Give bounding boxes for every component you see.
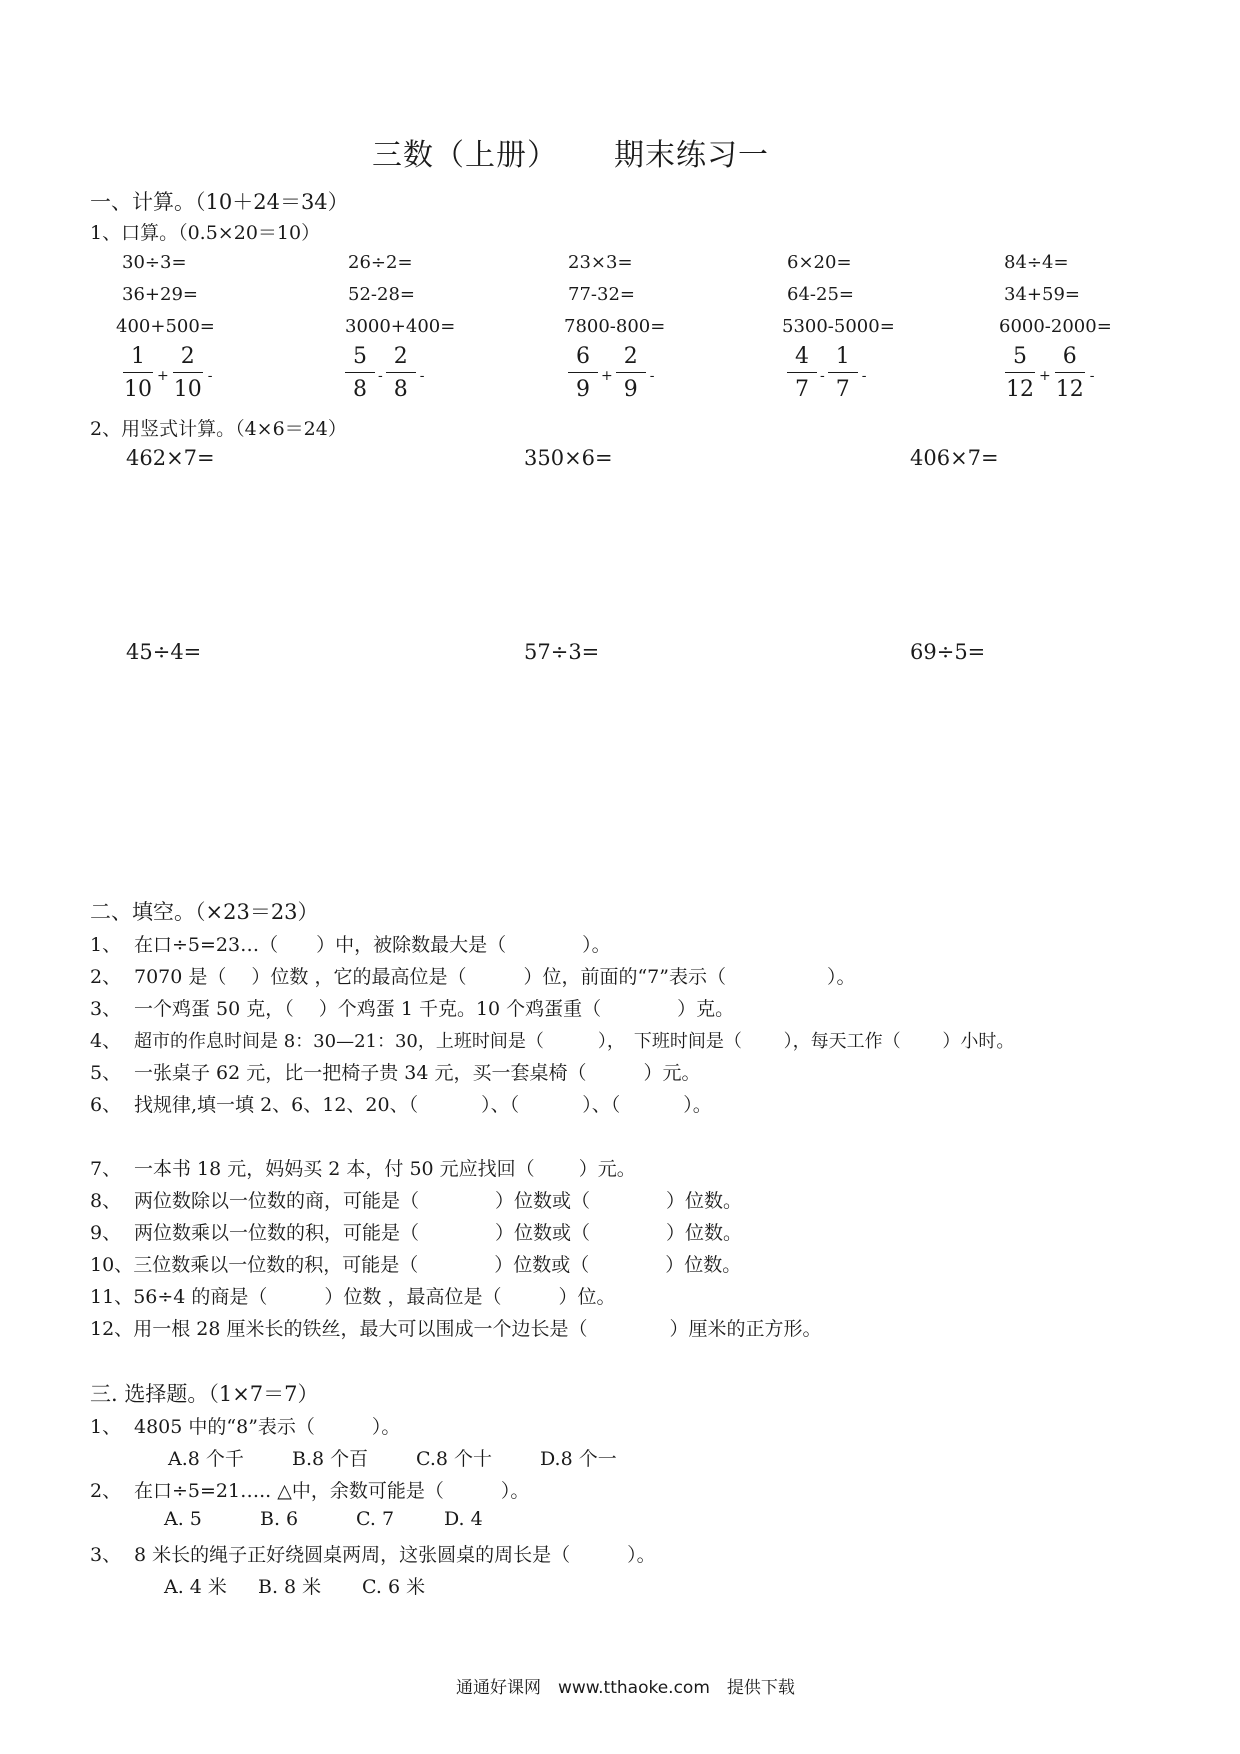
question-text: 在口÷5=21….. △中，余数可能是（ ）。 xyxy=(134,1480,530,1502)
fraction xyxy=(386,346,416,401)
item-text: 用一根 28 厘米长的铁丝，最大可以围成一个边长是（ ）厘米的正方形。 xyxy=(133,1318,822,1340)
fraction xyxy=(345,346,375,401)
fill-item xyxy=(90,930,611,957)
item-number: 3、 xyxy=(90,1544,122,1566)
equals-mark: - xyxy=(207,367,213,384)
item-number: 1、 xyxy=(90,934,122,956)
option-d: D.8 个一 xyxy=(540,1448,617,1470)
item-number: 4、 xyxy=(90,1030,122,1052)
numerator: 4 xyxy=(787,346,817,373)
oral-item: 84÷4= xyxy=(1004,252,1069,273)
fill-item xyxy=(90,962,856,989)
item-number: 10、 xyxy=(90,1254,134,1276)
choice-question xyxy=(90,1540,656,1567)
item-number: 8、 xyxy=(90,1190,122,1212)
item-number: 12、 xyxy=(90,1318,134,1340)
fill-item xyxy=(90,1186,742,1213)
oral-item: 23×3= xyxy=(568,252,633,273)
oral-item: 7800-800= xyxy=(564,316,666,337)
option-d: D. 4 xyxy=(444,1508,483,1530)
oral-item: 34+59= xyxy=(1004,284,1080,305)
fraction-expression xyxy=(568,346,654,401)
denominator: 7 xyxy=(835,377,850,402)
denominator: 9 xyxy=(576,377,590,402)
fill-item xyxy=(90,1250,741,1277)
oral-item: 3000+400= xyxy=(345,316,456,337)
fill-item xyxy=(90,1026,1014,1053)
option-a: A. 5 xyxy=(164,1508,202,1530)
choice-question xyxy=(90,1412,400,1439)
operator: + xyxy=(1039,367,1051,384)
fraction-expression xyxy=(122,346,212,401)
fill-item xyxy=(90,1314,822,1341)
item-text: 在口÷5=23…（ ）中，被除数最大是（ ）。 xyxy=(134,934,611,956)
item-text: 一张桌子 62 元，比一把椅子贵 34 元，买一套桌椅（ ）元。 xyxy=(134,1062,701,1084)
denominator: 10 xyxy=(173,377,202,402)
section2-heading: 二、填空。（×23＝23） xyxy=(90,900,319,924)
question-text: 4805 中的“8”表示（ ）。 xyxy=(134,1416,401,1438)
fraction-expression xyxy=(1004,346,1094,401)
fill-item xyxy=(90,1058,701,1085)
vertical-problem: 462×7= xyxy=(126,446,215,470)
oral-item: 5300-5000= xyxy=(782,316,895,337)
footer-credit: 通通好课网 www.tthaoke.com 提供下载 xyxy=(456,1678,795,1698)
section3-heading: 三. 选择题。（1×7＝7） xyxy=(90,1382,319,1406)
vertical-problem: 406×7= xyxy=(910,446,999,470)
item-text: 三位数乘以一位数的积，可能是（ ）位数或（ ）位数。 xyxy=(133,1254,742,1276)
oral-item: 52-28= xyxy=(348,284,415,305)
item-number: 7、 xyxy=(90,1158,122,1180)
equals-mark: - xyxy=(861,367,867,384)
fraction-expression xyxy=(787,346,866,401)
fraction xyxy=(616,346,646,401)
numerator: 2 xyxy=(173,346,203,373)
denominator: 10 xyxy=(124,377,152,402)
title-right: 期末练习一 xyxy=(614,138,769,173)
option-b: B.8 个百 xyxy=(292,1448,369,1470)
fraction xyxy=(828,346,858,401)
numerator: 5 xyxy=(1005,346,1035,373)
item-number: 11、 xyxy=(90,1286,134,1308)
option-c: C.8 个十 xyxy=(416,1448,493,1470)
item-text: 两位数乘以一位数的积，可能是（ ）位数或（ ）位数。 xyxy=(134,1222,743,1244)
oral-item: 6×20= xyxy=(787,252,852,273)
denominator: 12 xyxy=(1055,377,1084,402)
operator: - xyxy=(820,367,825,384)
oral-item: 400+500= xyxy=(116,316,215,337)
fraction xyxy=(1054,346,1086,401)
item-text: 56÷4 的商是（ ）位数 ，最高位是（ ）位。 xyxy=(133,1286,616,1308)
option-a: A.8 个千 xyxy=(168,1448,244,1470)
numerator: 5 xyxy=(345,346,375,373)
fraction xyxy=(1004,346,1036,401)
oral-item: 77-32= xyxy=(568,284,635,305)
option-b: B. 6 xyxy=(260,1508,299,1530)
fill-item xyxy=(90,1282,615,1309)
operator: - xyxy=(378,367,383,384)
numerator: 2 xyxy=(386,346,416,373)
option-c: C. 7 xyxy=(356,1508,395,1530)
option-a: A. 4 米 xyxy=(164,1576,227,1598)
oral-item: 6000-2000= xyxy=(999,316,1112,337)
fraction xyxy=(122,346,154,401)
choice-options xyxy=(168,1444,617,1471)
section1-heading: 一、计算。（10＋24＝34） xyxy=(90,190,349,214)
oral-item: 64-25= xyxy=(787,284,854,305)
choice-options xyxy=(164,1572,425,1599)
fill-item xyxy=(90,994,734,1021)
denominator: 7 xyxy=(795,377,809,402)
equals-mark: - xyxy=(419,367,425,384)
fill-item xyxy=(90,1090,712,1117)
equals-mark: - xyxy=(1089,367,1095,384)
operator: + xyxy=(601,367,613,384)
numerator: 6 xyxy=(1055,346,1085,373)
fraction xyxy=(568,346,598,401)
item-number: 9、 xyxy=(90,1222,122,1244)
item-number: 1、 xyxy=(90,1416,122,1438)
item-number: 2、 xyxy=(90,966,122,988)
equals-mark: - xyxy=(649,367,655,384)
item-number: 2、 xyxy=(90,1480,122,1502)
item-text: 7070 是（ ）位数 ，它的最高位是（ ）位，前面的“7”表示（ ）。 xyxy=(134,966,856,988)
vertical-problem: 69÷5= xyxy=(910,640,986,664)
item-number: 6、 xyxy=(90,1094,122,1116)
fraction-expression xyxy=(345,346,424,401)
oral-item: 30÷3= xyxy=(122,252,187,273)
item-text: 超市的作息时间是 8：30—21：30，上班时间是（ ）， 下班时间是（ ），每天工作（ ）小时。 xyxy=(134,1031,1015,1052)
oral-item: 36+29= xyxy=(122,284,198,305)
numerator: 6 xyxy=(568,346,598,373)
choice-options xyxy=(164,1508,483,1530)
title-left: 三数（上册） xyxy=(372,138,558,173)
fraction xyxy=(172,346,204,401)
denominator: 8 xyxy=(393,377,408,402)
fill-item xyxy=(90,1154,636,1181)
numerator: 2 xyxy=(616,346,646,373)
operator: + xyxy=(157,367,169,384)
vertical-problem: 57÷3= xyxy=(524,640,600,664)
oral-heading: 1、口算。（0.5×20＝10） xyxy=(90,222,321,244)
vertical-heading: 2、用竖式计算。（4×6＝24） xyxy=(90,418,347,440)
vertical-problem: 350×6= xyxy=(524,446,613,470)
numerator: 1 xyxy=(123,346,153,373)
oral-item: 26÷2= xyxy=(348,252,413,273)
vertical-problem: 45÷4= xyxy=(126,640,202,664)
item-text: 一个鸡蛋 50 克，（ ）个鸡蛋 1 千克。10 个鸡蛋重（ ）克。 xyxy=(134,998,735,1020)
item-text: 找规律,填一填 2、6、12、20、（ ）、（ ）、（ ）。 xyxy=(134,1094,712,1116)
item-number: 5、 xyxy=(90,1062,122,1084)
denominator: 12 xyxy=(1006,377,1034,402)
fraction xyxy=(787,346,817,401)
choice-question xyxy=(90,1476,529,1503)
question-text: 8 米长的绳子正好绕圆桌两周，这张圆桌的周长是（ ）。 xyxy=(134,1544,656,1566)
numerator: 1 xyxy=(828,346,858,373)
item-text: 一本书 18 元，妈妈买 2 本，付 50 元应找回（ ）元。 xyxy=(134,1158,636,1180)
item-text: 两位数除以一位数的商，可能是（ ）位数或（ ）位数。 xyxy=(134,1190,743,1212)
option-b: B. 8 米 xyxy=(258,1576,322,1598)
denominator: 9 xyxy=(623,377,638,402)
option-c: C. 6 米 xyxy=(362,1576,426,1598)
page-title xyxy=(372,130,769,174)
fill-item xyxy=(90,1218,742,1245)
denominator: 8 xyxy=(353,377,367,402)
item-number: 3、 xyxy=(90,998,122,1020)
